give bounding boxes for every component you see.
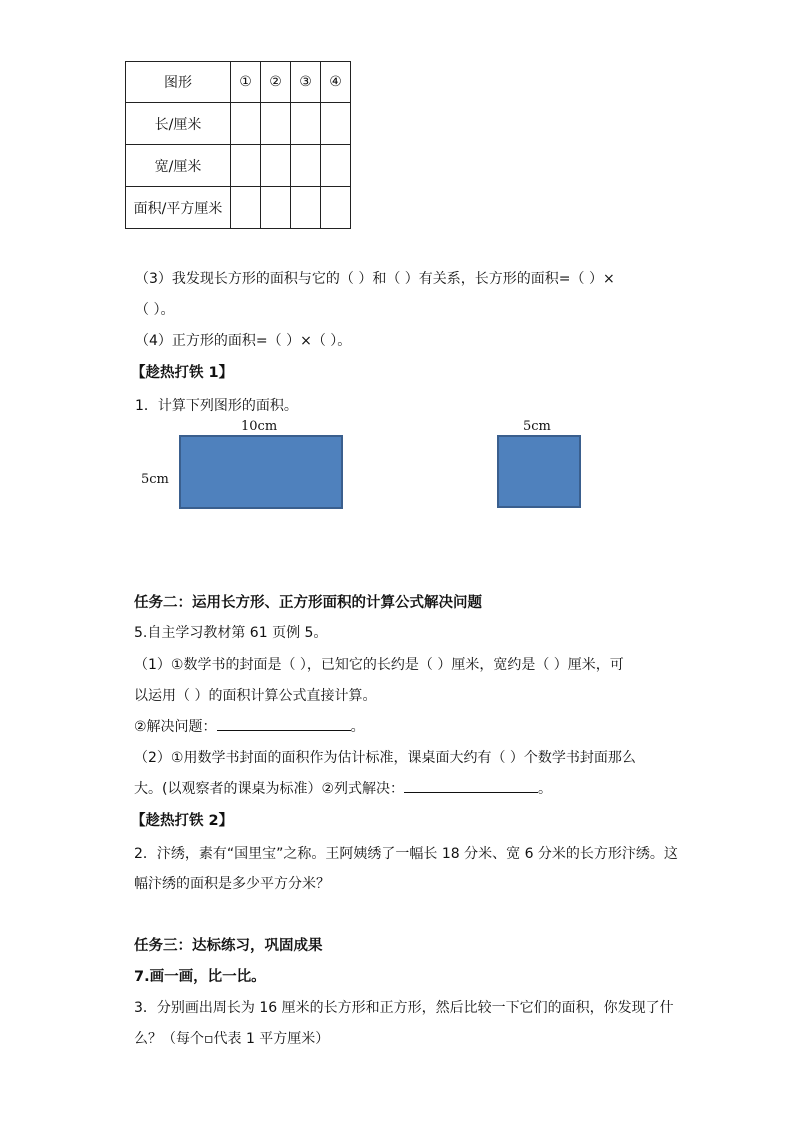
exercise1-heading: 【趁热打铁 1】 (131, 365, 234, 381)
exercise2-heading: 【趁热打铁 2】 (131, 813, 234, 829)
table-cell[interactable] (321, 145, 351, 187)
exercise2-line1: 2．汴绣，素有“国里宝”之称。王阿姨绣了一幅长 18 分米、宽 6 分米的长方形汴绣。这 (134, 846, 678, 862)
answer-blank[interactable] (404, 780, 538, 793)
task3-sub: 7.画一画，比一比。 (134, 969, 266, 985)
exercise1-question: 1．计算下列图形的面积。 (135, 398, 298, 414)
solve-label: ②解决问题： (134, 719, 217, 735)
task2-p1-line1: （1）①数学书的封面是（ ），已知它的长约是（ ）厘米，宽约是（ ）厘米，可 (134, 657, 624, 673)
task3-line1: 3．分别画出周长为 16 厘米的长方形和正方形，然后比较一下它们的面积，你发现了什 (134, 1000, 674, 1016)
q3-line2: （ ）。 (135, 302, 175, 318)
table-cell[interactable] (261, 187, 291, 229)
task2-intro: 5.自主学习教材第 61 页例 5。 (134, 625, 328, 641)
table-row-width: 宽/厘米 (126, 145, 231, 187)
table-cell[interactable] (231, 145, 261, 187)
square-top-label: 5cm (523, 419, 551, 434)
q3-line1: （3）我发现长方形的面积与它的（ ）和（ ）有关系，长方形的面积=（ ）× (135, 271, 615, 287)
task3-line2: 么？（每个▫代表 1 平方厘米） (134, 1031, 330, 1047)
solve-end: 。 (350, 719, 365, 735)
table-header-4: ④ (321, 62, 351, 103)
square-shape (497, 435, 581, 508)
table-cell[interactable] (291, 103, 321, 145)
table-cell[interactable] (321, 103, 351, 145)
table-cell[interactable] (291, 145, 321, 187)
q4-text: （4）正方形的面积=（ ）×（ ）。 (135, 333, 352, 349)
rectangle-shape (179, 435, 343, 509)
answer-blank[interactable] (217, 718, 351, 731)
table-cell[interactable] (261, 145, 291, 187)
table-cell[interactable] (231, 103, 261, 145)
rect-side-label: 5cm (141, 472, 169, 487)
table-cell[interactable] (321, 187, 351, 229)
task2-p2-line1: （2）①用数学书封面的面积作为估计标准，课桌面大约有（ ）个数学书封面那么 (134, 750, 636, 766)
table-cell[interactable] (231, 187, 261, 229)
table-row-area: 面积/平方厘米 (126, 187, 231, 229)
task2-p2-line2 (134, 778, 552, 798)
task3-heading: 任务三：达标练习，巩固成果 (134, 938, 323, 954)
table-cell[interactable] (291, 187, 321, 229)
p2-end: 。 (538, 781, 553, 797)
table-header-1: ① (231, 62, 261, 103)
task2-heading: 任务二：运用长方形、正方形面积的计算公式解决问题 (134, 595, 482, 611)
exercise2-line2: 幅汴绣的面积是多少平方分米？ (134, 876, 330, 892)
table-header-2: ② (261, 62, 291, 103)
p2-label: 大。(以观察者的课桌为标准）②列式解决： (134, 781, 405, 797)
data-table (125, 61, 351, 229)
table-header-3: ③ (291, 62, 321, 103)
rect-top-label: 10cm (241, 419, 278, 434)
table-row-length: 长/厘米 (126, 103, 231, 145)
table-header-shape: 图形 (126, 62, 231, 103)
task2-p1-line2: 以运用（ ）的面积计算公式直接计算。 (134, 688, 377, 704)
table-cell[interactable] (261, 103, 291, 145)
task2-p1-solve (134, 716, 365, 736)
